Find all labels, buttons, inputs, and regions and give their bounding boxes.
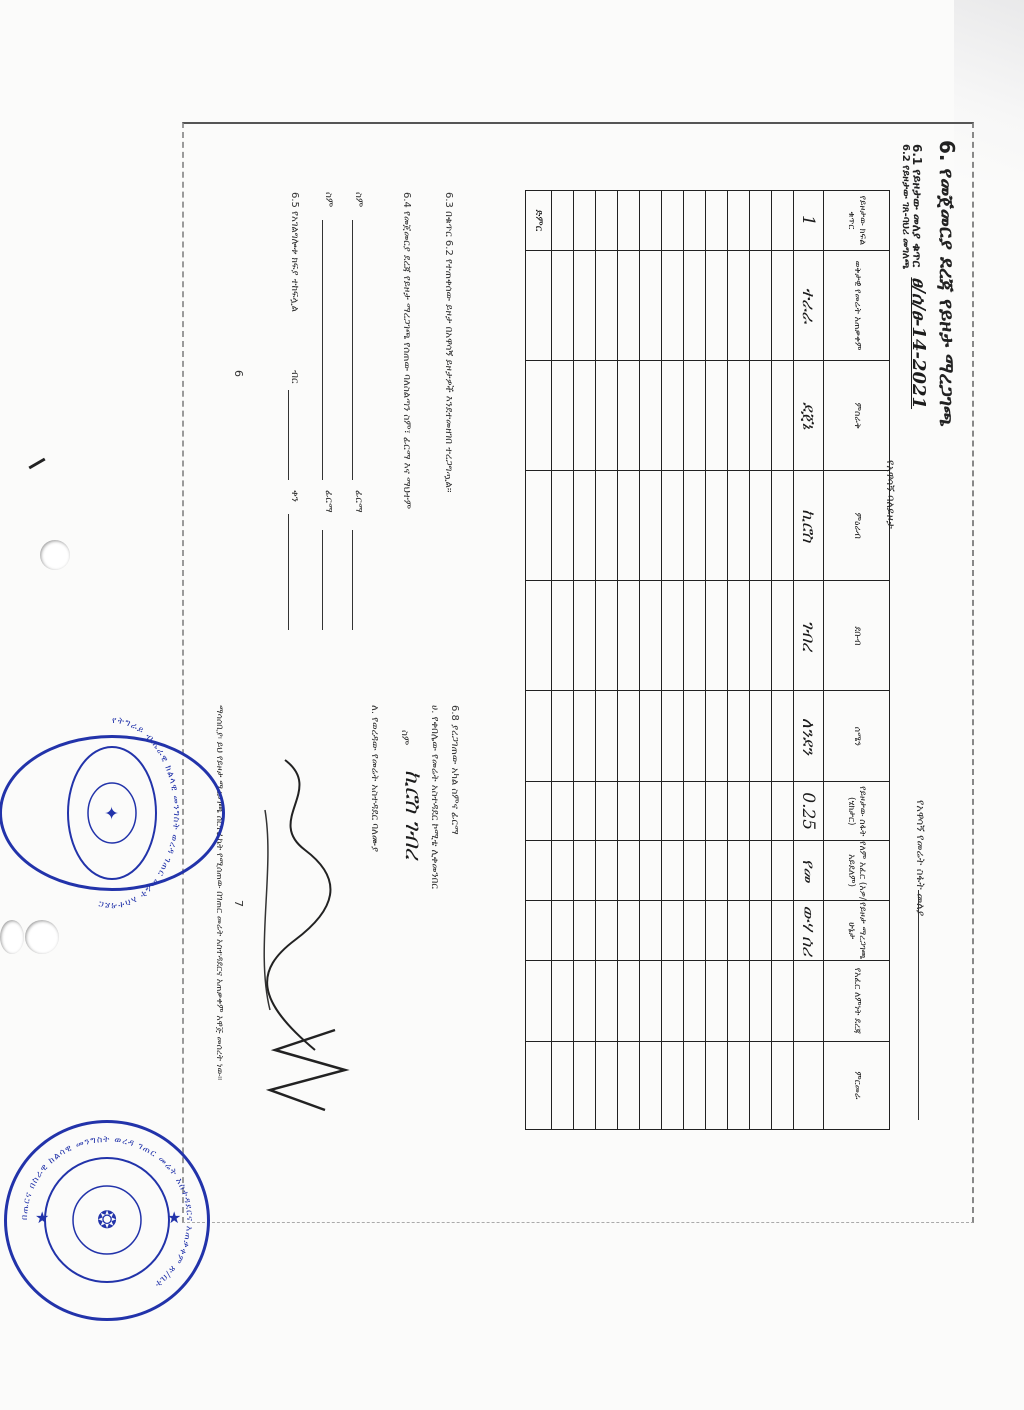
sig-name-label: ስም [353, 192, 364, 208]
punch-hole [0, 920, 24, 954]
note-6-4: 6.4 የመጀመርያ ደረጃ የይዞታ ማረጋገጫ የሰጠው ባለስልጣን ስም፣ ፊርማ እና ማህተም [401, 192, 412, 510]
stamp-text: በጤርና በስራዊ ከልሳዊ መንግስት ወረዳ ገጠር መሬት አስተዳደርና አጠቃቀም ጽ/ቤት [19, 1134, 195, 1290]
svg-text:★: ★ [35, 1208, 50, 1227]
col-header: ምርመራ [824, 1041, 890, 1129]
table-row [772, 191, 794, 1130]
table-row [552, 191, 574, 1130]
table-cell: 0.25 [794, 782, 824, 841]
table-row [618, 191, 640, 1130]
sig-name-label: ስም [399, 730, 410, 746]
rotated-form [185, 130, 965, 1130]
parcel-table [525, 190, 890, 1130]
sig-sign-label: ፊርማ [353, 490, 364, 513]
svg-text:★: ★ [167, 1208, 182, 1227]
parcel-id-value: ፀ/ሰ/ፀ-14-2021 [908, 277, 929, 410]
table-row [750, 191, 772, 1130]
area-label: የአዋሳኝ የመሬት ስፋት መለያ [914, 800, 927, 917]
col-header: የለም አፈር (አዎ/አይደለም) [824, 841, 890, 901]
table-cell: ደጀኔ [794, 361, 824, 471]
table-cell: ተራራ [794, 250, 824, 361]
note-6-8-a: ሀ. የቀበሌው የመሬት አስተዳደር ኮሚቴ ሊቀመንበር [429, 705, 440, 889]
col-header: ምስራቅ [824, 361, 890, 471]
parcel-id-label: 6.1 የይዞታው መለያ ቁጥር ፀ/ሰ/ፀ-14-2021 [908, 144, 929, 410]
handwritten-signer: ኪሮስ ገብረ [400, 770, 425, 860]
punch-hole [25, 920, 59, 954]
col-header: የይዞታ ማረጋገጫ ሁኔታ [824, 901, 890, 961]
table-cell: ገብረ [794, 581, 824, 691]
signature-scribble [245, 750, 365, 1130]
adjacent-holders-label: የአዋሳኝ ባለይዞታ [884, 460, 897, 529]
svg-text:✦: ✦ [100, 805, 121, 821]
col-header: የአፈር ለምነት ደረጃ [824, 961, 890, 1042]
table-cell: ኪሮስ [794, 471, 824, 581]
sig-name-label: ስም [323, 192, 334, 208]
form-title: 6. የመጀመርያ ደረጃ የይዞታ ማረጋገጫ [935, 140, 959, 427]
note-6-3: 6.3 በቁጥር 6.2 የተጠቀሰው ይዞታ በአዋሳኝ ይዞታዎች እንደተመዘገበ ተረጋግጧል። [443, 192, 454, 493]
table-cell: 1 [794, 191, 824, 251]
table-cell [794, 1041, 824, 1129]
amount-label: ብር [289, 370, 300, 384]
note-6-5: 6.5 የአገልግሎቱ ክፍያ ተከፍሏል [289, 192, 300, 312]
sig-sign-label: ፊርማ [323, 490, 334, 513]
area-line [918, 890, 919, 1120]
table-row [684, 191, 706, 1130]
table-row [574, 191, 596, 1130]
page-number-left: 6 [232, 370, 245, 377]
punch-hole [40, 540, 70, 570]
date-label: ቀን [289, 490, 300, 502]
col-header: ሰሜን [824, 691, 890, 782]
stamp-text: የትግራይ ብሔራዊ ክልላዊ መንግስት ወረዳ ገጠር መሬት አስተዳደር [96, 715, 182, 911]
note-6-8-b: ለ. የወረዳው የመሬት አስተዳደር ባለሙያ [369, 705, 380, 853]
footer-note: ማሳሰቢያ፡ ይህ የይዞታ ማረጋገጫ ሰርተፊኬት የሚሰጠው በገጠር መሬት አስተዳደርና አጠቃቀም አዋጅ መሰረት ነው። [214, 705, 224, 1081]
col-header: የይዞታው ስፋት (ሄክታር) [824, 782, 890, 841]
table-row [706, 191, 728, 1130]
table-cell: የመ [794, 841, 824, 901]
table-cell: ውሃ ሰሪ [794, 901, 824, 961]
table-row [662, 191, 684, 1130]
table-row [728, 191, 750, 1130]
page-number-right: 7 [232, 900, 245, 907]
note-6-8: 6.8 ያረጋገጠው አካል ስምና ፊርማ [449, 705, 460, 835]
table-cell [794, 961, 824, 1042]
parcel-desc-label: 6.2 የይዞታው ገጸ-ባህሪ መግለጫ [900, 144, 911, 270]
table-row [640, 191, 662, 1130]
total-label: ድምር [526, 191, 552, 251]
col-header: ምዕራብ [824, 471, 890, 581]
col-header: የይዞታው ክፍል ቁጥር [824, 191, 890, 251]
official-stamp [4, 1120, 210, 1321]
table-row [794, 191, 824, 1130]
svg-text:❂: ❂ [96, 1206, 118, 1234]
pen-mark [28, 458, 45, 470]
table-cell: ለንደን [794, 691, 824, 782]
table-row [596, 191, 618, 1130]
col-header: ደቡብ [824, 581, 890, 691]
table-total-row [526, 191, 552, 1130]
col-header: ወቅታዊ የመሬት አጠቃቀም [824, 250, 890, 361]
